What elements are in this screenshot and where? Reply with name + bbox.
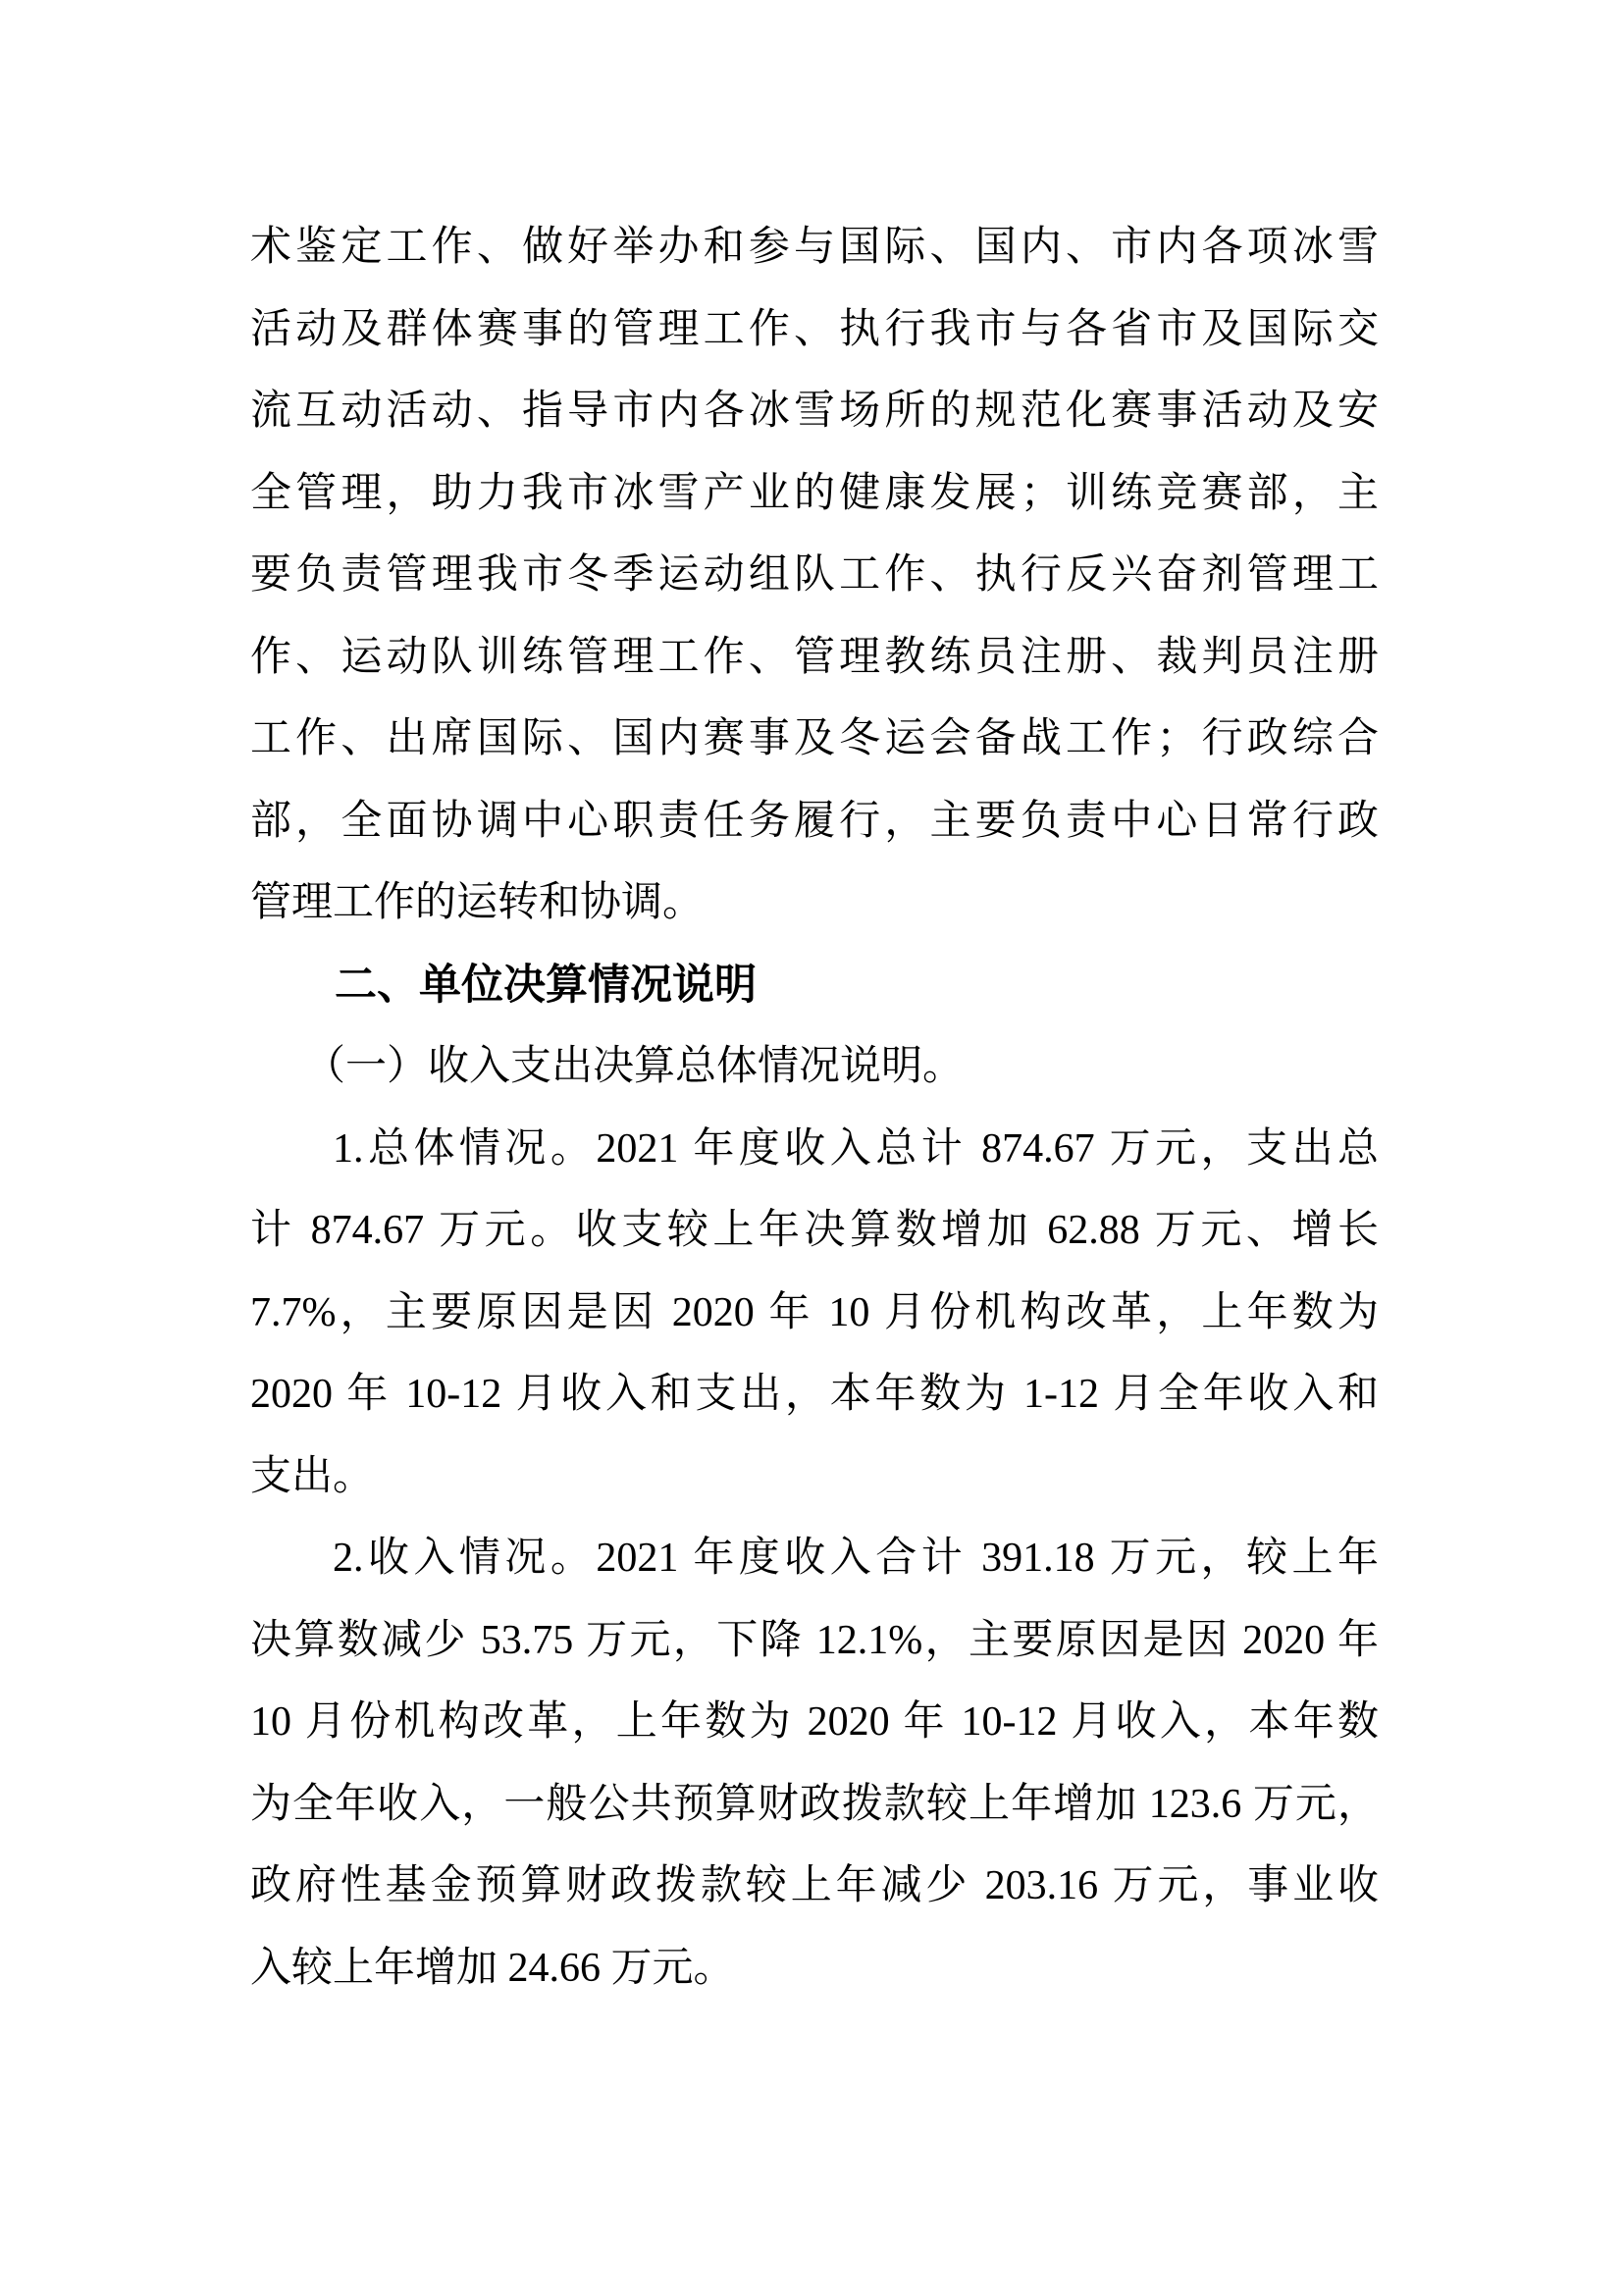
text-line: 管理工作的运转和协调。 bbox=[250, 880, 705, 925]
text-line: 术鉴定工作、做好举办和参与国际、国内、市内各项冰雪 bbox=[250, 225, 1379, 270]
text-line: 计 874.67 万元。收支较上年决算数增加 62.88 万元、增长 bbox=[250, 1208, 1379, 1253]
text-line: 流互动活动、指导市内各冰雪场所的规范化赛事活动及安 bbox=[250, 389, 1379, 434]
text-line: 工作、出席国际、国内赛事及冬运会备战工作；行政综合 bbox=[250, 716, 1379, 761]
subsection-heading: （一）收入支出决算总体情况说明。 bbox=[304, 1044, 965, 1089]
text-line: 部，全面协调中心职责任务履行，主要负责中心日常行政 bbox=[250, 798, 1379, 844]
text-line: 作、运动队训练管理工作、管理教练员注册、裁判员注册 bbox=[250, 634, 1379, 680]
text-line: 政府性基金预算财政拨款较上年减少 203.16 万元，事业收 bbox=[250, 1863, 1379, 1908]
text-line: 1.总体情况。2021 年度收入总计 874.67 万元，支出总 bbox=[333, 1125, 1379, 1172]
text-line: 要负责管理我市冬季运动组队工作、执行反兴奋剂管理工 bbox=[250, 552, 1379, 598]
text-line: 2020 年 10-12 月收入和支出，本年数为 1-12 月全年收入和 bbox=[250, 1372, 1379, 1417]
continuation-paragraph bbox=[250, 207, 1379, 945]
text-line: 7.7%，主要原因是因 2020 年 10 月份机构改革，上年数为 bbox=[250, 1289, 1379, 1335]
text-line: 活动及群体赛事的管理工作、执行我市与各省市及国际交 bbox=[250, 306, 1379, 352]
paragraph-overall-situation bbox=[250, 1109, 1379, 1519]
text-line: 2.收入情况。2021 年度收入合计 391.18 万元，较上年 bbox=[333, 1536, 1379, 1581]
text-line: 决算数减少 53.75 万元，下降 12.1%，主要原因是因 2020 年 bbox=[250, 1617, 1379, 1663]
paragraph-income-situation bbox=[250, 1518, 1379, 2009]
text-line: 支出。 bbox=[250, 1453, 375, 1499]
text-line: 为全年收入，一般公共预算财政拨款较上年增加 123.6 万元， bbox=[250, 1781, 1379, 1827]
text-line: 全管理，助力我市冰雪产业的健康发展；训练竞赛部，主 bbox=[250, 470, 1379, 516]
text-line: 10 月份机构改革，上年数为 2020 年 10-12 月收入，本年数 bbox=[250, 1699, 1379, 1745]
section-heading: 二、单位决算情况说明 bbox=[335, 961, 757, 1009]
text-line: 入较上年增加 24.66 万元。 bbox=[250, 1945, 735, 1991]
